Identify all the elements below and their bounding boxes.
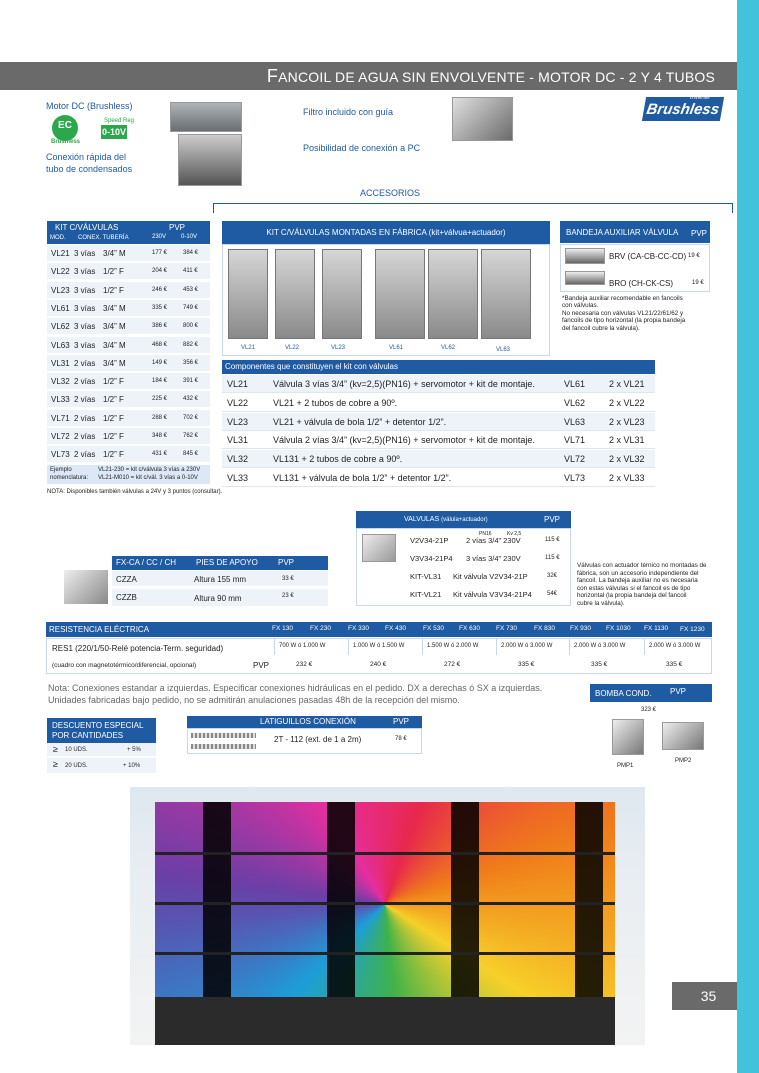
kit-mod: VL23 [51, 285, 70, 295]
kit-p010: 391 € [183, 378, 199, 385]
valvulas-title-small: (válula+actuador) [441, 517, 488, 523]
motor-image [170, 102, 242, 132]
kit-conex: 1/2” F [103, 267, 124, 277]
comp-code: VL31 [227, 435, 249, 446]
nota-conex-1: Nota: Conexiones estandar a izquierdas. Especificar conexiones hidráulicas en el pedido. DX a derechas ó SX a izquierdas. [48, 683, 543, 693]
conexion-label-2: tubo de condensados [46, 164, 133, 174]
balcony-rail [155, 952, 615, 955]
kit-mod: VL21 [51, 249, 70, 258]
kit-p230: 225 € [152, 396, 168, 403]
latiguillos-title: LATIGUILLOS CONEXIÓN [260, 717, 356, 726]
comp-equiv: 2 x VL21 [609, 379, 645, 389]
kit-vias: 3 vías [74, 303, 96, 313]
kit-p010: 432 € [183, 396, 199, 403]
comp-desc: Válvula 2 vías 3/4” (kv=2,5)(PN16) + servomotor + kit de montaje. [273, 435, 535, 446]
comp-code-2: VL61 [564, 379, 586, 389]
kit-mod: VL73 [51, 450, 70, 460]
img-label: VL62 [441, 345, 456, 351]
kit-valvulas-title: KIT C/VÁLVULAS [55, 223, 119, 232]
pies-price: 33 € [282, 576, 294, 582]
kit-row [47, 446, 210, 463]
vl21-image [228, 249, 268, 339]
bomba-title: BOMBA COND. [595, 689, 652, 698]
valve-desc: Kit válvula V2V34-21P [453, 572, 528, 581]
componente-row [222, 394, 655, 412]
kit-conex: 3/4” M [103, 340, 126, 350]
valve-price: 115 € [545, 555, 560, 561]
latiguillos-pvp: PVP [393, 717, 410, 726]
kit-row [47, 300, 210, 317]
pmp2-label: PMP2 [675, 758, 692, 764]
col-mod: MOD. [50, 235, 66, 241]
kit-p230: 431 € [152, 451, 168, 458]
descuento-qty: 10 UDS. [65, 747, 88, 753]
pn16-label: PN16 [479, 531, 492, 537]
posibilidad-label: Posibilidad de conexión a PC [303, 143, 421, 153]
img-label: VL63 [496, 347, 511, 353]
side-color-band [737, 0, 759, 1073]
kit-conex: 1/2” F [103, 285, 124, 295]
kit-row [47, 410, 210, 427]
componentes-rows [222, 375, 655, 489]
kit-p230: 184 € [152, 378, 168, 385]
bro-price: 19 € [692, 280, 704, 286]
pies-header [112, 556, 328, 570]
res-power: 2.000 W ó 3.000 W [574, 643, 626, 649]
comp-equiv: 2 x VL33 [609, 473, 645, 483]
kit-vias: 2 vías [74, 395, 96, 405]
kit-mod: VL71 [51, 413, 70, 423]
vl62-image [428, 249, 478, 339]
kit-row [47, 428, 210, 445]
note-line: horizontal (la propia bandeja del fancoil [577, 592, 687, 599]
kit-row [47, 318, 210, 335]
kit-p010: 702 € [183, 414, 199, 421]
vl22-image [275, 249, 315, 339]
descuento-qty: 20 UDS. [65, 763, 88, 769]
conexion-label: Conexión rápida del [46, 152, 127, 162]
latiguillos-desc: 2T - 112 (ext. de 1 a 2m) [274, 735, 362, 744]
kit-p010: 845 € [183, 451, 199, 458]
comp-code: VL33 [227, 473, 249, 483]
pies-desc: Altura 155 mm [194, 575, 247, 584]
ejemplo-r1: VL21-230 = kit c/válvula 3 vías a 230V [98, 467, 201, 473]
comp-desc: VL21 + válvula de bola 1/2” + detentor 1/2”. [273, 416, 447, 427]
res-model: FX 1030 [606, 625, 631, 632]
kit-vias: 2 vías [74, 377, 96, 387]
latiguillos-header [187, 716, 422, 728]
valve-price: 115 € [545, 537, 560, 543]
res-price: 240 € [370, 661, 387, 668]
comp-desc: VL131 + válvula de bola 1/2” + detentor 1/2”. [273, 473, 452, 483]
res-model: FX 830 [534, 625, 555, 632]
bro-label: BRO (CH-CK-CS) [609, 279, 673, 288]
kit-p010: 411 € [183, 268, 198, 275]
filtro-label: Filtro incluido con guía [303, 107, 394, 117]
kit-p230: 246 € [152, 286, 168, 293]
kit-p230: 386 € [152, 323, 168, 330]
comp-code-2: VL62 [564, 397, 586, 408]
speed-logo: 0-10V [101, 127, 127, 137]
valve-desc: Kit válvula V3V34-21P4 [453, 590, 532, 599]
kit-p010: 762 € [183, 433, 199, 439]
valvulas-pvp: PVP [544, 515, 561, 524]
note-line: fancoil. La bandeja auxiliar no es necesaria [577, 577, 698, 584]
kit-row [47, 245, 210, 262]
descuento-pct: + 5% [127, 747, 141, 753]
kit-row [47, 282, 210, 299]
valvulas-header [356, 511, 571, 528]
valve-code: KIT-VL21 [410, 590, 442, 599]
pies-desc: Altura 90 mm [194, 594, 242, 603]
valve-code: KIT-VL31 [410, 572, 442, 581]
kit-vias: 2 vías [74, 432, 96, 441]
accesorios-title: ACCESORIOS [360, 188, 421, 198]
drain-image [178, 134, 242, 186]
motor-dc-label: Motor DC (Brushless) [46, 101, 133, 111]
res-model: FX 1130 [644, 625, 669, 632]
kit-conex: 3/4” M [103, 249, 126, 258]
kit-conex: 3/4” M [103, 358, 126, 368]
bro-image [565, 271, 605, 285]
ec-logo: EC [52, 115, 78, 141]
pies-name: CZZB [116, 593, 137, 602]
speed-reg-small: Speed Reg [104, 118, 135, 124]
res-model: FX 730 [496, 625, 517, 632]
kit-conex: 1/2” F [103, 377, 124, 387]
descuento-row [47, 758, 156, 773]
col-conex: CONEX. TUBERÍA [78, 235, 129, 241]
kit-vias: 2 vías [74, 413, 96, 423]
componentes-title: Componentes que constituyen el kit con válvulas [225, 362, 398, 371]
res-power: 2.000 W ó 3.000 W [649, 643, 701, 649]
bandeja-title: BANDEJA AUXILIAR VÁLVULA [566, 228, 679, 237]
pies-row [112, 589, 328, 606]
note-line: con estas válvulas si el fancoil es de tipo [577, 584, 691, 592]
img-label: VL61 [389, 345, 404, 351]
res-pvp: PVP [253, 661, 270, 670]
ejemplo-box [47, 465, 210, 484]
kit-p010: 882 € [183, 341, 199, 348]
building-photo [130, 787, 645, 1045]
componente-row [222, 450, 655, 468]
kit-p230: 288 € [152, 414, 168, 421]
note-line: No necesaria con válvulas VL21/22/61/62 y [562, 309, 684, 317]
comp-code: VL22 [227, 397, 249, 408]
kit-vias: 3 vías [74, 249, 96, 258]
note-line: del fancoil cubre la válvula). [562, 324, 640, 332]
pies-image [64, 570, 108, 604]
kit-montadas-header [222, 221, 550, 244]
valve-desc: 3 vías 3/4” 230V [466, 554, 521, 563]
brv-label: BRV (CA-CB-CC-CD) [609, 252, 687, 261]
kit-mod: VL22 [51, 267, 70, 277]
comp-code-2: VL73 [564, 473, 586, 483]
hose-image-2 [191, 744, 256, 749]
ejemplo-l2: nomenclatura: [50, 475, 89, 481]
resistencia-models [46, 622, 712, 637]
pies-name: CZZA [116, 575, 137, 584]
valve-code: V2V34-21P [410, 536, 449, 545]
filter-image [452, 97, 513, 141]
note-line: fábrica, son un accesorio independiente del [577, 569, 699, 577]
valve-desc: 2 vías 3/4” 230V [466, 536, 521, 545]
comp-desc: VL21 + 2 tubos de cobre a 90º. [273, 397, 398, 408]
balcony-rail [155, 852, 615, 855]
brushless-logo: Brushless [642, 97, 724, 121]
res-model: FX 930 [570, 625, 591, 632]
valvulas-note [577, 562, 707, 607]
kit-p010: 356 € [183, 359, 199, 366]
bomba-header [590, 684, 712, 702]
kit-mod: VL61 [51, 303, 70, 313]
bandeja-note [562, 295, 712, 332]
comp-equiv: 2 x VL31 [609, 435, 645, 446]
descuento-title: DESCUENTO ESPECIAL [52, 721, 144, 730]
res-label: RES1 (220/1/50-Relé potencia-Term. seguridad) [52, 644, 224, 653]
kit-p230: 149 € [152, 359, 168, 366]
valvulas-rows [356, 534, 571, 606]
kv-label: Kv 2,5 [507, 531, 522, 537]
res-price: 232 € [296, 661, 313, 668]
kit-mod: VL33 [51, 395, 70, 405]
comp-code: VL32 [227, 454, 249, 465]
kit-valvulas-pvp: PVP [169, 223, 186, 232]
ge-symbol: ≥ [53, 759, 58, 769]
kit-valvulas-rows [47, 245, 210, 465]
latiguillos-price: 78 € [395, 736, 407, 742]
kit-conex: 1/2” F [103, 450, 124, 460]
note-line: con válvulas. [562, 302, 599, 310]
img-label: VL23 [331, 345, 346, 351]
kit-conex: 1/2” F [103, 432, 124, 441]
balcony-rail [155, 902, 615, 905]
kit-p010: 384 € [183, 250, 199, 256]
accesorios-bracket [213, 203, 733, 213]
res-model: FX 330 [348, 625, 369, 632]
res-model: FX 430 [385, 625, 406, 632]
kit-vias: 2 vías [74, 358, 96, 368]
bandeja-pvp: PVP [691, 229, 708, 238]
pies-price: 23 € [282, 593, 294, 599]
res-power: 2.000 W ó 3.000 W [501, 643, 553, 649]
kit-row [47, 355, 210, 372]
bomba-pvp: PVP [670, 687, 687, 696]
col-010: 0-10V [181, 234, 198, 240]
pies-col2: PIES DE APOYO [196, 558, 258, 567]
kit-row [47, 263, 210, 280]
comp-code: VL21 [227, 379, 249, 389]
res-price: 335 € [518, 661, 535, 668]
kit-vias: 2 vías [74, 450, 96, 460]
inverter-label: Inverter [690, 95, 711, 101]
res-model: FX 230 [310, 625, 331, 632]
comp-desc: Válvula 3 vías 3/4” (kv=2,5)(PN16) + servomotor + kit de montaje. [273, 379, 535, 389]
valvulas-title [404, 516, 488, 523]
kit-conex: 3/4” M [103, 303, 126, 313]
res-price: 335 € [591, 661, 608, 668]
bomba-price: 323 € [641, 707, 657, 713]
comp-code-2: VL72 [564, 454, 586, 465]
descuento-pct: + 10% [123, 763, 141, 769]
res-price: 335 € [666, 661, 683, 668]
res-power: 1.000 W ó 1.500 W [353, 643, 405, 649]
kit-conex: 1/2” F [103, 413, 124, 423]
pies-title: FX-CA / CC / CH [116, 558, 177, 567]
descuento-row [47, 743, 156, 757]
note-line: fancoils de tipo horizontal (la propia bandeja [562, 317, 686, 325]
ejemplo-r2: VL21-M010 = kit c/vál. 3 vías a 0-10V [98, 475, 198, 481]
componente-row [222, 375, 655, 393]
comp-code-2: VL63 [564, 416, 586, 427]
ge-symbol: ≥ [53, 744, 58, 754]
comp-equiv: 2 x VL32 [609, 454, 645, 465]
ejemplo-l1: Ejemplo [50, 467, 72, 473]
nota-conex-2: Unidades fabricadas bajo pedido, no se admitirán anulaciones pasadas 48h de la recepción del mismo. [48, 695, 460, 705]
kit-p010: 800 € [183, 323, 199, 330]
res-model: FX 1230 [680, 626, 705, 633]
ec-small-label: Brushless [51, 139, 81, 145]
pmp1-label: PMP1 [617, 763, 634, 769]
res-model: FX 530 [423, 625, 444, 632]
cuadro-label: (cuadro con magnetotérmico/diferencial, opcional) [52, 662, 197, 669]
kit-mod: VL31 [51, 358, 70, 368]
res-power: 1.500 W ó 2.000 W [427, 643, 479, 649]
resistencia-title: RESISTENCIA ELÉCTRICA [49, 625, 150, 634]
comp-equiv: 2 x VL23 [609, 416, 645, 427]
componentes-header [222, 360, 655, 374]
res-model: FX 630 [459, 625, 480, 632]
kit-mod: VL72 [51, 432, 70, 441]
ground-floor [155, 997, 615, 1045]
kit-row [47, 337, 210, 354]
pmp2-image [662, 722, 704, 750]
latiguillos-body [187, 728, 422, 754]
valve-price: 32€ [547, 573, 558, 579]
kit-conex: 3/4” M [103, 322, 126, 332]
page-number: 35 [672, 982, 737, 1010]
kit-images-area [222, 244, 550, 356]
kit-valvulas-header [47, 221, 210, 244]
kit-vias: 3 vías [74, 285, 96, 295]
comp-code-2: VL71 [564, 435, 586, 446]
kit-row [47, 373, 210, 390]
kit-p010: 749 € [183, 304, 199, 311]
note-line: cubre la válvula). [577, 599, 625, 607]
kit-mod: VL62 [51, 322, 70, 332]
note-line: Válvulas con actuador térnico no montadas de [577, 562, 707, 569]
componente-row [222, 469, 655, 487]
valve-code: V3V34-21P4 [410, 554, 453, 563]
descuento-header [47, 718, 156, 743]
resistencia-values [46, 638, 712, 674]
page-title: FANCOIL DE AGUA SIN ENVOLVENTE - MOTOR DC - 2 Y 4 TUBOS [0, 62, 737, 90]
bandeja-header [560, 221, 710, 243]
res-model: FX 130 [272, 625, 293, 632]
kit-p230: 204 € [152, 268, 168, 275]
kit-montadas-title: KIT C/VÁLVULAS MONTADAS EN FÁBRICA (kit+válvua+actuador) [266, 228, 506, 237]
comp-desc: VL131 + 2 tubos de cobre a 90º. [273, 454, 403, 465]
comp-code: VL23 [227, 416, 249, 427]
kit-vias: 3 vías [74, 322, 96, 332]
vl61-image [375, 249, 425, 339]
vl63-image [481, 249, 531, 339]
res-power: 700 W ó 1.000 W [279, 643, 326, 649]
kit-vias: 3 vías [74, 267, 96, 277]
hose-image [191, 733, 256, 738]
kit-mod: VL32 [51, 377, 70, 387]
vl23-image [322, 249, 362, 339]
pies-pvp: PVP [278, 558, 295, 567]
valve-price: 54€ [547, 591, 558, 597]
componente-row [222, 413, 655, 431]
kit-row [47, 391, 210, 408]
descuento-title-2: POR CANTIDADES [52, 731, 124, 740]
kit-vias: 3 vías [74, 340, 96, 350]
kit-conex: 1/2” F [103, 395, 124, 405]
img-label: VL22 [285, 345, 300, 351]
comp-equiv: 2 x VL22 [609, 397, 645, 408]
res-price: 272 € [444, 661, 461, 668]
kit-p230: 348 € [152, 433, 168, 439]
img-label: VL21 [241, 345, 256, 351]
col-230: 230V [152, 234, 167, 240]
componente-row [222, 431, 655, 449]
brv-image [565, 248, 605, 264]
kit-p230: 177 € [152, 250, 168, 256]
kit-p230: 335 € [152, 304, 168, 311]
pmp1-image [612, 719, 644, 755]
pies-row [112, 571, 328, 587]
bandeja-table [560, 244, 710, 292]
kit-p010: 453 € [183, 286, 199, 293]
brv-price: 19 € [688, 253, 700, 259]
kit-nota: NOTA: Disponibles también válvulas a 24V y 3 puntos (consultar). [47, 489, 223, 495]
kit-p230: 468 € [152, 341, 168, 348]
note-line: *Bandeja auxiliar recomendable en fancoils [562, 295, 683, 302]
kit-mod: VL63 [51, 340, 70, 350]
valvulas-title-text: VALVULAS [404, 516, 440, 523]
